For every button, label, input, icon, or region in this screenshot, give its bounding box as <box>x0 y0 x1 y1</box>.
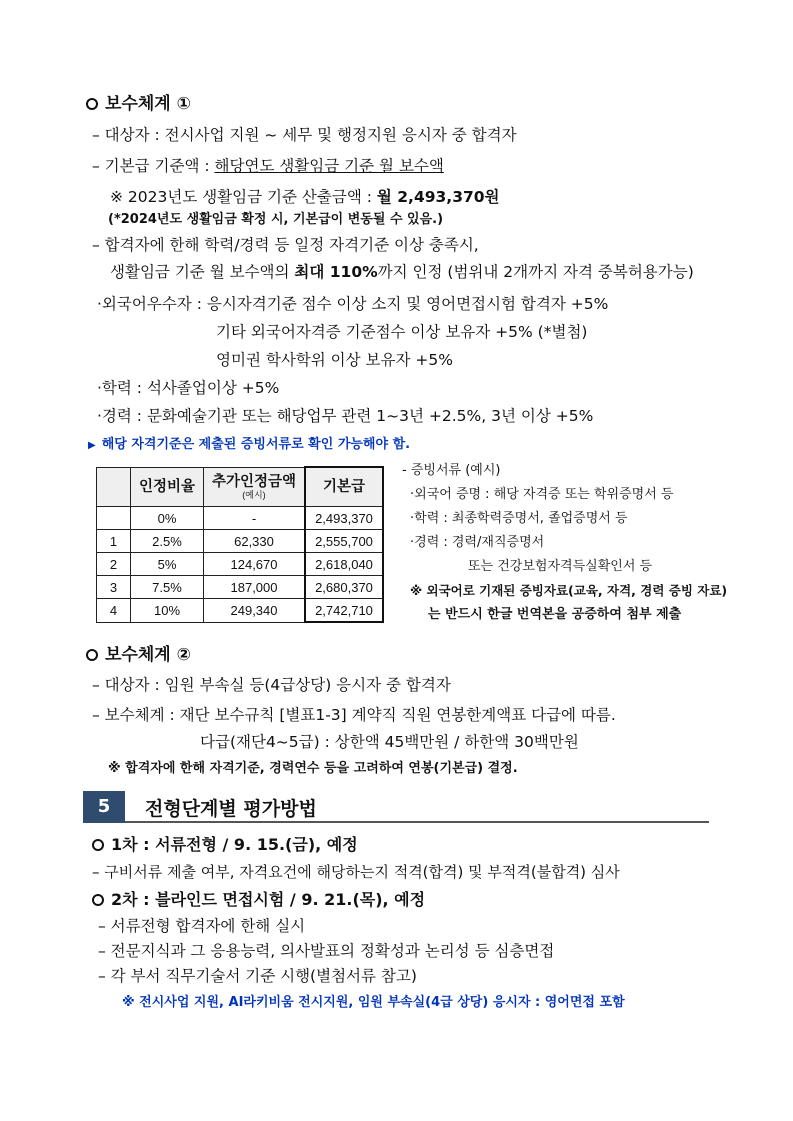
pay1-qual2 <box>110 261 694 283</box>
table-cell: - <box>204 507 306 530</box>
table-cell: 7.5% <box>131 576 204 599</box>
pay1-note-label: ※ 2023년도 생활임금 기준 산출금액 : <box>110 188 377 206</box>
circle-bullet-icon <box>92 839 104 851</box>
step1-heading-text: 1차 : 서류전형 / 9. 15.(금), 예정 <box>111 835 358 854</box>
circle-bullet-icon <box>92 894 104 906</box>
docs-edu: ·학력 : 최종학력증명서, 졸업증명서 등 <box>410 511 628 526</box>
pay1-lang2: 기타 외국어자격증 기준점수 이상 보유자 +5% (*별첨) <box>216 323 588 341</box>
table-header-row <box>97 467 384 507</box>
pay1-qual1: – 합격자에 한해 학력/경력 등 일정 자격기준 이상 충족시, <box>92 236 479 254</box>
table-row <box>97 530 384 553</box>
table-cell <box>97 507 131 530</box>
pay1-qual2-bold: 최대 110% <box>294 263 378 281</box>
section5-title: 전형단계별 평가방법 <box>145 798 317 820</box>
pay2-target: – 대상자 : 임원 부속실 등(4급상당) 응시자 중 합격자 <box>92 676 451 694</box>
step1-desc: – 구비서류 제출 여부, 자격요건에 해당하는지 적격(합격) 및 부적격(불합격) 심사 <box>92 863 620 881</box>
pay2-system: – 보수체계 : 재단 보수규칙 [별표1-3] 계약직 직원 연봉한계액표 다급에 따름. <box>92 706 616 724</box>
table-cell: 2,680,370 <box>305 576 383 599</box>
table-cell: 249,340 <box>204 599 306 623</box>
docs-lang: ·외국어 증명 : 해당 자격증 또는 학위증명서 등 <box>410 487 674 502</box>
table-cell: 5% <box>131 553 204 576</box>
pay2-range: 다급(재단4~5급) : 상한액 45백만원 / 하한액 30백만원 <box>200 733 579 751</box>
circle-bullet-icon <box>86 649 98 661</box>
step2-heading <box>92 889 425 911</box>
pay2-heading-text: 보수체계 ② <box>105 645 191 665</box>
pay1-base-label: – 기본급 기준액 : <box>92 157 215 175</box>
table-row <box>97 507 384 530</box>
pay1-base <box>92 155 444 177</box>
pay1-lang3: 영미권 학사학위 이상 보유자 +5% <box>216 351 453 369</box>
pay1-career: ·경력 : 문화예술기관 또는 해당업무 관련 1~3년 +2.5%, 3년 이상 +5% <box>97 407 594 425</box>
table-cell: 2,555,700 <box>305 530 383 553</box>
table-header-index <box>97 467 131 507</box>
table-cell: 2,493,370 <box>305 507 383 530</box>
table-row <box>97 576 384 599</box>
pay1-note <box>110 186 500 208</box>
triangle-bullet-icon: ▶ <box>88 440 96 451</box>
table-cell: 2 <box>97 553 131 576</box>
table-header-extra <box>204 467 306 507</box>
table-cell: 124,670 <box>204 553 306 576</box>
docs-career: ·경력 : 경력/재직증명서 <box>410 535 545 550</box>
docs-note1: ※ 외국어로 기재된 증빙자료(교육, 자격, 경력 증빙 자료) <box>410 583 728 598</box>
table-cell: 1 <box>97 530 131 553</box>
table-header-ratio: 인정비율 <box>131 467 204 507</box>
table-cell: 187,000 <box>204 576 306 599</box>
pay2-heading <box>86 644 191 666</box>
step2-a: – 서류전형 합격자에 한해 실시 <box>98 917 306 935</box>
section5-rule <box>125 821 709 823</box>
table-row <box>97 599 384 623</box>
table-cell: 2,742,710 <box>305 599 383 623</box>
pay1-heading-text: 보수체계 ① <box>105 94 191 114</box>
table-row <box>97 553 384 576</box>
pay1-target: – 대상자 : 전시사업 지원 ~ 세무 및 행정지원 응시자 중 합격자 <box>92 126 517 144</box>
table-header-extra-sub: (예시) <box>242 489 266 500</box>
pay1-qual2-prefix: 생활임금 기준 월 보수액의 <box>110 263 295 281</box>
table-cell: 10% <box>131 599 204 623</box>
pay2-note: ※ 합격자에 한해 자격기준, 경력연수 등을 고려하여 연봉(기본급) 결정. <box>108 761 518 776</box>
table-header-extra-label: 추가인정금액 <box>211 473 297 490</box>
section5-number: 5 <box>83 791 125 823</box>
docs-note2: 는 반드시 한글 번역본을 공증하여 첨부 제출 <box>428 607 682 622</box>
pay1-heading <box>86 93 191 115</box>
circle-bullet-icon <box>86 98 98 110</box>
table-cell: 0% <box>131 507 204 530</box>
pay1-qual2-suffix: 까지 인정 (범위내 2개까지 자격 중복허용가능) <box>377 263 694 281</box>
table-cell: 3 <box>97 576 131 599</box>
pay1-verify-text: 해당 자격기준은 제출된 증빙서류로 확인 가능해야 함. <box>101 437 411 452</box>
table-cell: 62,330 <box>204 530 306 553</box>
pay1-note-value: 월 2,493,370원 <box>376 188 500 206</box>
table-header-base: 기본급 <box>305 467 383 507</box>
pay1-base-value: 해당연도 생활임금 기준 월 보수액 <box>214 157 444 175</box>
pay1-edu: ·학력 : 석사졸업이상 +5% <box>97 379 280 397</box>
pay1-verify <box>88 434 410 457</box>
pay-table <box>96 466 384 623</box>
pay1-lang1: ·외국어우수자 : 응시자격기준 점수 이상 소지 및 영어면접시험 합격자 +5% <box>97 295 609 313</box>
table-cell: 2.5% <box>131 530 204 553</box>
docs-title: - 증빙서류 (예시) <box>402 463 501 478</box>
pay1-note-sub: (*2024년도 생활임금 확정 시, 기본급이 변동될 수 있음.) <box>108 212 444 227</box>
step2-heading-text: 2차 : 블라인드 면접시험 / 9. 21.(목), 예정 <box>111 890 426 909</box>
step1-heading <box>92 834 358 856</box>
section5-header <box>83 791 709 823</box>
docs-career2: 또는 건강보험자격득실확인서 등 <box>468 559 653 574</box>
step2-note: ※ 전시사업 지원, AI라키비움 전시지원, 임원 부속실(4급 상당) 응시자 : 영어면접 포함 <box>122 995 625 1010</box>
table-cell: 2,618,040 <box>305 553 383 576</box>
step2-c: – 각 부서 직무기술서 기준 시행(별첨서류 참고) <box>98 967 417 985</box>
table-cell: 4 <box>97 599 131 623</box>
step2-b: – 전문지식과 그 응용능력, 의사발표의 정확성과 논리성 등 심층면접 <box>98 942 555 960</box>
